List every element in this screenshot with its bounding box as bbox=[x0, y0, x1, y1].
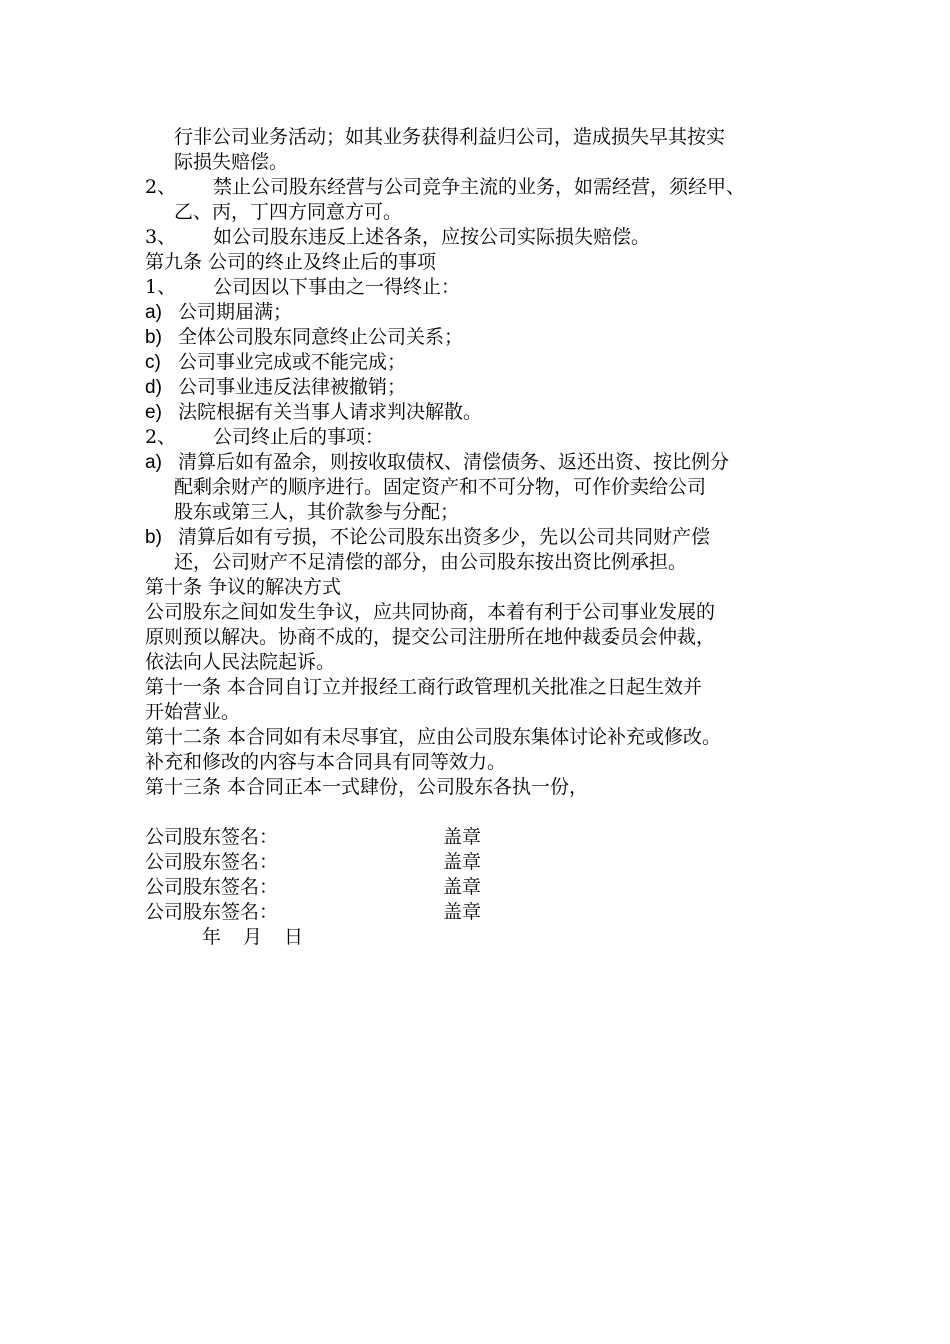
article-10-title: 第十条 争议的解决方式 bbox=[145, 576, 342, 598]
clause-text: 如公司股东违反上述各条，应按公司实际损失赔偿。 bbox=[213, 226, 651, 248]
clause-item-2-cont: 乙、丙，丁四方同意方可。 bbox=[174, 201, 403, 223]
clause-text: 公司终止后的事项： bbox=[213, 426, 385, 448]
article-12: 第十二条 本合同如有未尽事宜，应由公司股东集体讨论补充或修改。 bbox=[145, 726, 722, 748]
list-item bbox=[145, 300, 820, 325]
article-10-text: 依法向人民法院起诉。 bbox=[145, 651, 336, 673]
date-day: 日 bbox=[284, 926, 304, 948]
seal-label: 盖章 bbox=[443, 876, 482, 898]
continuation-line-2: 际损失赔偿。 bbox=[174, 151, 289, 173]
clause-number: 2、 bbox=[145, 176, 177, 198]
signature-row bbox=[145, 875, 820, 900]
signature-label: 公司股东签名： bbox=[145, 876, 279, 898]
list-text: 公司事业完成或不能完成； bbox=[178, 351, 407, 373]
clause-text: 公司因以下事由之一得终止： bbox=[213, 276, 461, 298]
list-marker: e) bbox=[145, 402, 162, 423]
continuation-line-1: 行非公司业务活动；如其业务获得利益归公司，造成损失早其按实 bbox=[174, 126, 726, 148]
article-13: 第十三条 本合同正本一式肆份，公司股东各执一份， bbox=[145, 776, 589, 798]
list-marker: c) bbox=[145, 352, 161, 373]
signature-row bbox=[145, 900, 820, 925]
signature-row bbox=[145, 825, 820, 850]
list-item-cont: 股东或第三人，其价款参与分配； bbox=[174, 501, 460, 523]
list-text: 清算后如有盈余，则按收取债权、清偿债务、返还出资、按比例分 bbox=[178, 451, 730, 473]
article-12-cont: 补充和修改的内容与本合同具有同等效力。 bbox=[145, 751, 507, 773]
list-item bbox=[145, 525, 820, 550]
list-marker: b) bbox=[145, 327, 162, 348]
article-11-cont: 开始营业。 bbox=[145, 701, 241, 723]
list-text: 全体公司股东同意终止公司关系； bbox=[178, 326, 464, 348]
seal-label: 盖章 bbox=[443, 851, 482, 873]
blank-line bbox=[145, 800, 820, 825]
list-item bbox=[145, 325, 820, 350]
list-text: 清算后如有亏损，不论公司股东出资多少，先以公司共同财产偿 bbox=[178, 526, 711, 548]
signature-label: 公司股东签名： bbox=[145, 901, 279, 923]
signature-label: 公司股东签名： bbox=[145, 851, 279, 873]
list-item bbox=[145, 400, 820, 425]
article-10-text: 原则预以解决。协商不成的，提交公司注册所在地仲裁委员会仲裁， bbox=[145, 626, 716, 648]
date-year: 年 bbox=[202, 926, 222, 948]
seal-label: 盖章 bbox=[443, 901, 482, 923]
list-marker: d) bbox=[145, 377, 162, 398]
article-10-text: 公司股东之间如发生争议，应共同协商，本着有利于公司事业发展的 bbox=[145, 601, 716, 623]
clause-number: 1、 bbox=[145, 276, 177, 298]
clause-text: 禁止公司股东经营与公司竞争主流的业务，如需经营，须经甲、 bbox=[213, 176, 746, 198]
clause-item-2 bbox=[145, 175, 820, 200]
article-9-item-2 bbox=[145, 425, 820, 450]
list-marker: a) bbox=[145, 302, 162, 323]
list-item bbox=[145, 450, 820, 475]
list-item-cont: 配剩余财产的顺序进行。固定资产和不可分物，可作价卖给公司 bbox=[174, 476, 707, 498]
article-9-item-1 bbox=[145, 275, 820, 300]
list-marker: b) bbox=[145, 527, 162, 548]
clause-number: 2、 bbox=[145, 426, 177, 448]
clause-item-3 bbox=[145, 225, 820, 250]
date-month: 月 bbox=[243, 926, 263, 948]
document-page bbox=[145, 125, 820, 950]
clause-number: 3、 bbox=[145, 226, 177, 248]
list-item bbox=[145, 350, 820, 375]
article-11: 第十一条 本合同自订立并报经工商行政管理机关批准之日起生效并 bbox=[145, 676, 703, 698]
article-9-title: 第九条 公司的终止及终止后的事项 bbox=[145, 251, 437, 273]
list-item bbox=[145, 375, 820, 400]
date-line bbox=[145, 925, 820, 950]
list-marker: a) bbox=[145, 452, 162, 473]
list-text: 公司期届满； bbox=[178, 301, 293, 323]
signature-row bbox=[145, 850, 820, 875]
list-text: 法院根据有关当事人请求判决解散。 bbox=[178, 401, 483, 423]
signature-label: 公司股东签名： bbox=[145, 826, 279, 848]
list-item-cont: 还，公司财产不足清偿的部分，由公司股东按出资比例承担。 bbox=[174, 551, 688, 573]
seal-label: 盖章 bbox=[443, 826, 482, 848]
list-text: 公司事业违反法律被撤销； bbox=[178, 376, 407, 398]
